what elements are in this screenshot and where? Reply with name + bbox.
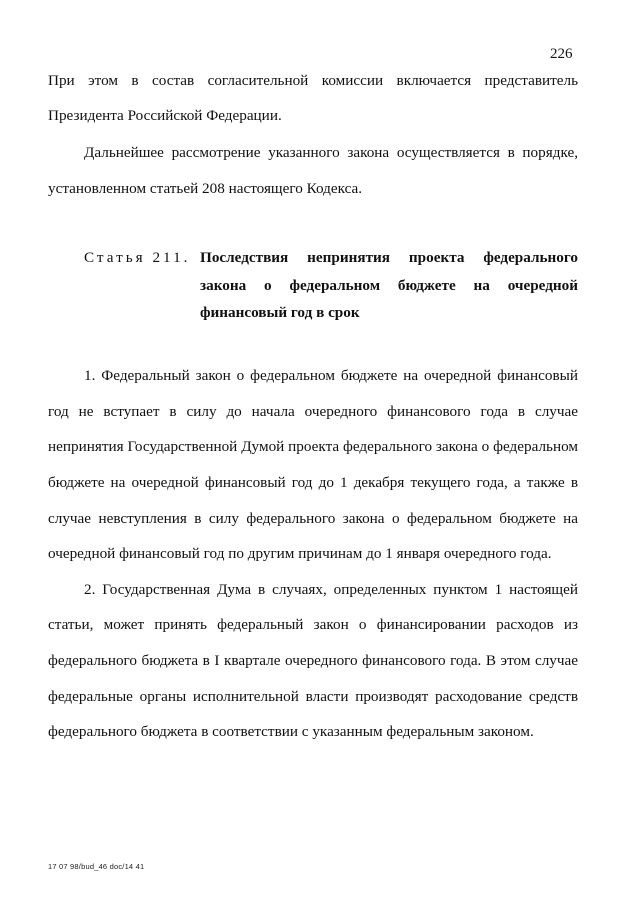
paragraph-2-line-4: федеральные органы исполнительной власти производят расходование средств xyxy=(48,688,578,705)
intro-line-3: Дальнейшее рассмотрение указанного закона осуществляется в порядке, xyxy=(84,144,578,161)
article-heading-line-3: финансовый год в срок xyxy=(200,304,360,321)
paragraph-1-line-6: очередной финансовый год по другим причинам до 1 января очередного года. xyxy=(48,545,552,562)
intro-line-1: При этом в состав согласительной комиссии включается представитель xyxy=(48,72,578,89)
paragraph-1-line-1: 1. Федеральный закон о федеральном бюджете на очередной финансовый xyxy=(84,367,578,384)
paragraph-1-line-4: бюджете на очередной финансовый год до 1 декабря текущего года, а также в xyxy=(48,474,578,491)
intro-line-2: Президента Российской Федерации. xyxy=(48,107,282,124)
paragraph-2-line-3: федерального бюджета в I квартале очередного финансового года. В этом случае xyxy=(48,652,578,669)
paragraph-1-line-3: непринятия Государственной Думой проекта федерального закона о федеральном xyxy=(48,438,578,455)
article-heading-line-2: закона о федеральном бюджете на очередной xyxy=(200,277,578,294)
paragraph-2-line-5: федерального бюджета в соответствии с указанным федеральным законом. xyxy=(48,723,534,740)
article-label: Статья 211. xyxy=(84,249,191,266)
intro-line-4: установленном статьей 208 настоящего Кодекса. xyxy=(48,180,363,197)
paragraph-2-line-1: 2. Государственная Дума в случаях, определенных пунктом 1 настоящей xyxy=(84,581,578,598)
paragraph-1-line-5: случае невступления в силу федерального закона о федеральном бюджете на xyxy=(48,510,578,527)
paragraph-2-line-2: статьи, может принять федеральный закон о финансировании расходов из xyxy=(48,616,578,633)
paragraph-1-line-2: год не вступает в силу до начала очередного финансового года в случае xyxy=(48,403,578,420)
article-heading-line-1: Последствия непринятия проекта федерального xyxy=(200,249,578,266)
page-number: 226 xyxy=(550,46,573,62)
footer-file-code: 17 07 98/bud_46 doc/14 41 xyxy=(48,862,145,871)
